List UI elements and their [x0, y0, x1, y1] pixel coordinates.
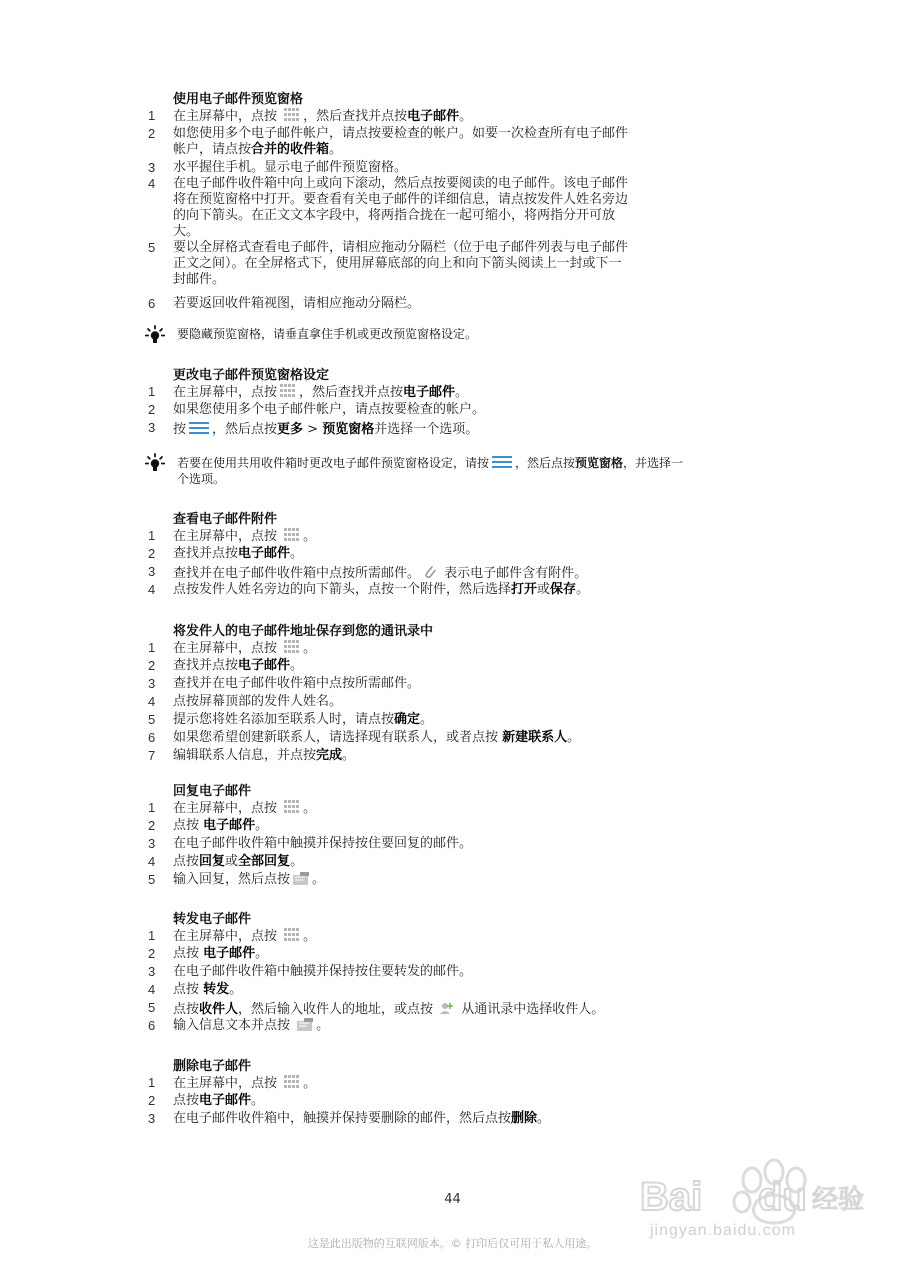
- ui-term: 预览窗格: [575, 456, 624, 470]
- step-number: 3: [148, 160, 156, 175]
- ui-term: 电子邮件: [203, 818, 256, 833]
- step-text: [173, 836, 718, 852]
- step-text-fragment: 输入回复，然后点按: [173, 872, 291, 887]
- step-line: [173, 854, 718, 870]
- step-line: [173, 224, 718, 240]
- ui-term: 电子邮件: [203, 946, 256, 961]
- step-line: [173, 712, 718, 728]
- step-text-fragment: 或: [225, 854, 239, 869]
- step-text-fragment: 点按: [173, 1093, 200, 1108]
- step-text-fragment: 。: [303, 641, 317, 656]
- step-number: 2: [148, 126, 156, 141]
- menu-icon: [188, 420, 210, 436]
- section-title: 更改电子邮件预览窗格设定: [173, 368, 330, 383]
- apps-grid-icon: [284, 108, 300, 122]
- step-text-fragment: 。: [303, 529, 317, 544]
- ui-term: 电子邮件: [238, 546, 291, 561]
- apps-grid-icon: [280, 384, 296, 398]
- step-text: [173, 676, 718, 692]
- step-text-fragment: 要以全屏格式查看电子邮件，请相应拖动分隔栏（位于电子邮件列表与电子邮件: [173, 240, 629, 255]
- step-text: [173, 658, 718, 674]
- tip-text: [177, 326, 752, 342]
- step-line: [173, 818, 718, 834]
- step-line: [173, 836, 718, 852]
- step-number: 2: [148, 546, 156, 561]
- step-text-fragment: 将在预览窗格中打开。要查看有关电子邮件的详细信息，请点按发件人姓名旁边: [173, 192, 629, 207]
- step-number: 2: [148, 818, 156, 833]
- step-text-fragment: 。: [303, 801, 317, 816]
- step-text-fragment: 封邮件。: [173, 272, 226, 287]
- step-line: [173, 1111, 718, 1127]
- step-number: 4: [148, 176, 156, 191]
- ui-term: 转发: [203, 982, 230, 997]
- section-title: 将发件人的电子邮件地址保存到您的通讯录中: [173, 624, 434, 639]
- step-line: [173, 694, 718, 710]
- step-text-fragment: 点按发件人姓名旁边的向下箭头，点按一个附件，然后选择: [173, 582, 512, 597]
- section-title: 回复电子邮件: [173, 784, 252, 799]
- ui-term: 电子邮件: [199, 1093, 252, 1108]
- step-text-fragment: 从通讯录中选择收件人。: [457, 1002, 605, 1017]
- tip-line: [177, 326, 752, 342]
- apps-grid-icon: [284, 640, 300, 654]
- step-text-fragment: 查找并点按: [173, 658, 239, 673]
- step-number: 2: [148, 658, 156, 673]
- step-text-fragment: 。: [342, 748, 356, 763]
- svg-text:du: du: [758, 1175, 807, 1219]
- step-text-fragment: 在主屏幕中，点按: [173, 641, 282, 656]
- step-text-fragment: 输入信息文本并点按: [173, 1018, 295, 1033]
- step-number: 1: [148, 384, 156, 399]
- step-text-fragment: 。: [290, 658, 304, 673]
- step-line: [173, 982, 718, 998]
- step-text-fragment: 在主屏幕中，点按: [173, 929, 282, 944]
- step-number: 4: [148, 854, 156, 869]
- step-text-fragment: ，然后输入收件人的地址，或点按: [238, 1002, 438, 1017]
- step-text: [173, 964, 718, 980]
- step-text-fragment: 点按: [173, 854, 200, 869]
- step-line: [173, 676, 718, 692]
- step-number: 4: [148, 582, 156, 597]
- step-number: 4: [148, 694, 156, 709]
- baidu-watermark-url: jingyan.baidu.com: [650, 1222, 796, 1239]
- ui-term: 预览窗格: [322, 422, 375, 437]
- ui-term: 电子邮件: [407, 109, 460, 124]
- step-number: 1: [148, 528, 156, 543]
- step-line: [173, 208, 718, 224]
- step-text-fragment: 。: [316, 1018, 330, 1033]
- step-text: [173, 176, 718, 240]
- ui-term: 完成: [316, 748, 343, 763]
- step-line: [173, 402, 718, 418]
- apps-grid-icon: [284, 528, 300, 542]
- step-text: [173, 564, 718, 582]
- step-text-fragment: 。: [255, 818, 269, 833]
- step-line: [173, 160, 718, 176]
- lightbulb-tip-icon: [145, 453, 165, 473]
- section-title: 转发电子邮件: [173, 912, 252, 927]
- step-line: [173, 192, 718, 208]
- step-line: [173, 1000, 718, 1018]
- step-text-fragment: 表示电子邮件含有附件。: [440, 566, 588, 581]
- step-text-fragment: ，并选择一: [623, 456, 684, 470]
- step-text: [173, 1000, 718, 1018]
- step-text: [173, 800, 718, 817]
- step-number: 6: [148, 296, 156, 311]
- step-number: 5: [148, 240, 156, 255]
- step-number: 2: [148, 946, 156, 961]
- step-number: 1: [148, 108, 156, 123]
- step-text-fragment: 水平握住手机。显示电子邮件预览窗格。: [173, 160, 408, 175]
- step-number: 6: [148, 730, 156, 745]
- step-text-fragment: 在电子邮件收件箱中触摸并保持按住要转发的邮件。: [173, 964, 473, 979]
- footer-notice: 这是此出版物的互联网版本。© 打印后仅可用于私人用途。: [307, 1237, 598, 1250]
- step-text-fragment: 查找并在电子邮件收件箱中点按所需邮件。: [173, 676, 421, 691]
- step-text-fragment: 点按屏幕顶部的发件人姓名。: [173, 694, 343, 709]
- lightbulb-tip-icon: [145, 325, 165, 345]
- step-text-fragment: 点按: [173, 946, 204, 961]
- step-text-fragment: 点按: [173, 982, 204, 997]
- step-number: 1: [148, 1075, 156, 1090]
- step-text: [173, 108, 718, 125]
- step-line: [173, 946, 718, 962]
- step-text-fragment: 若要返回收件箱视图，请相应拖动分隔栏。: [173, 296, 421, 311]
- ui-term: 电子邮件: [403, 385, 456, 400]
- step-line: [173, 928, 718, 945]
- step-text: [173, 296, 718, 312]
- step-text-fragment: 要隐藏预览窗格，请垂直拿住手机或更改预览窗格设定。: [177, 327, 478, 341]
- svg-text:Bai: Bai: [640, 1175, 703, 1219]
- step-number: 3: [148, 1111, 156, 1126]
- step-text: [173, 240, 718, 288]
- step-text-fragment: 正文之间）。在全屏格式下，使用屏幕底部的向上和向下箭头阅读上一封或下一: [173, 256, 622, 271]
- step-text-fragment: 或: [537, 582, 551, 597]
- step-text: [173, 1111, 718, 1127]
- step-text-fragment: >: [303, 422, 323, 437]
- step-text: [173, 694, 718, 710]
- step-number: 1: [148, 640, 156, 655]
- step-text: [173, 730, 718, 746]
- step-number: 1: [148, 928, 156, 943]
- step-line: [173, 1093, 718, 1109]
- step-text: [173, 1093, 718, 1109]
- step-text-fragment: ，然后查找并点按: [303, 109, 408, 124]
- step-text-fragment: 。: [303, 1076, 317, 1091]
- svg-text:经验: 经验: [812, 1185, 865, 1215]
- step-text-fragment: 。: [312, 872, 326, 887]
- step-text: [173, 872, 718, 888]
- step-text-fragment: 。: [459, 109, 473, 124]
- step-line: [173, 126, 718, 142]
- apps-grid-icon: [284, 928, 300, 942]
- step-text-fragment: 。: [303, 929, 317, 944]
- step-number: 4: [148, 982, 156, 997]
- step-text-fragment: 按: [173, 422, 187, 437]
- step-text-fragment: 点按: [173, 818, 204, 833]
- step-line: [173, 800, 718, 817]
- step-line: [173, 640, 718, 657]
- step-line: [173, 272, 718, 288]
- step-text: [173, 748, 718, 764]
- step-text-fragment: 在主屏幕中，点按: [173, 801, 282, 816]
- step-text-fragment: 帐户，请点按: [173, 142, 252, 157]
- step-line: [173, 384, 718, 401]
- step-number: 6: [148, 1018, 156, 1033]
- step-text: [173, 640, 718, 657]
- step-text-fragment: 。: [229, 982, 243, 997]
- section-title: 查看电子邮件附件: [173, 512, 278, 527]
- ui-term: 确定: [394, 712, 421, 727]
- tip-text: [177, 454, 752, 487]
- step-text: [173, 946, 718, 962]
- section-title: 删除电子邮件: [173, 1059, 252, 1074]
- step-text-fragment: 。: [455, 385, 469, 400]
- step-text: [173, 402, 718, 418]
- step-number: 3: [148, 964, 156, 979]
- baidu-watermark-logo: [640, 1150, 870, 1260]
- step-text-fragment: 如您使用多个电子邮件帐户，请点按要检查的帐户。如要一次检查所有电子邮件: [173, 126, 629, 141]
- send-icon: [296, 1018, 314, 1032]
- step-text-fragment: ，然后点按: [212, 422, 278, 437]
- tip-line: [177, 454, 752, 471]
- step-number: 3: [148, 420, 156, 435]
- step-line: [173, 1018, 718, 1034]
- step-line: [173, 730, 718, 746]
- step-text: [173, 818, 718, 834]
- step-text-fragment: 点按: [173, 1002, 200, 1017]
- step-text-fragment: 。: [420, 712, 434, 727]
- step-text-fragment: 的向下箭头。在正文文本字段中，将两指合拢在一起可缩小，将两指分开可放: [173, 208, 616, 223]
- step-number: 7: [148, 748, 156, 763]
- step-text: [173, 528, 718, 545]
- paperclip-icon: [422, 564, 438, 580]
- ui-term: 电子邮件: [238, 658, 291, 673]
- step-text-fragment: 大。: [173, 224, 200, 239]
- step-text-fragment: 在电子邮件收件箱中触摸并保持按住要回复的邮件。: [173, 836, 473, 851]
- ui-term: 新建联系人: [502, 730, 568, 745]
- step-text-fragment: 在电子邮件收件箱中，触摸并保持要删除的邮件，然后点按: [173, 1111, 512, 1126]
- step-text-fragment: ，然后查找并点按: [299, 385, 404, 400]
- step-line: [173, 256, 718, 272]
- step-line: [173, 964, 718, 980]
- step-line: [173, 240, 718, 256]
- step-text: [173, 712, 718, 728]
- step-text-fragment: 如果您希望创建新联系人，请选择现有联系人，或者点按: [173, 730, 503, 745]
- step-text-fragment: 。: [567, 730, 581, 745]
- ui-term: 合并的收件箱: [251, 142, 330, 157]
- step-line: [173, 1075, 718, 1092]
- ui-term: 全部回复: [238, 854, 291, 869]
- step-text-fragment: 在电子邮件收件箱中向上或向下滚动，然后点按要阅读的电子邮件。该电子邮件: [173, 176, 629, 191]
- step-text-fragment: 并选择一个选项。: [374, 422, 479, 437]
- step-text-fragment: 查找并点按: [173, 546, 239, 561]
- send-icon: [292, 872, 310, 886]
- step-line: [173, 142, 718, 158]
- step-number: 2: [148, 402, 156, 417]
- step-text-fragment: ，然后点按: [515, 456, 576, 470]
- step-text-fragment: 在主屏幕中，点按: [173, 385, 278, 400]
- step-text-fragment: 个选项。: [177, 472, 226, 486]
- step-text: [173, 160, 718, 176]
- step-text-fragment: 若要在使用共用收件箱时更改电子邮件预览窗格设定，请按: [177, 456, 490, 470]
- step-line: [173, 420, 718, 438]
- step-number: 2: [148, 1093, 156, 1108]
- step-text-fragment: 如果您使用多个电子邮件帐户，请点按要检查的帐户。: [173, 402, 486, 417]
- step-number: 5: [148, 872, 156, 887]
- step-text-fragment: 在主屏幕中，点按: [173, 109, 282, 124]
- apps-grid-icon: [284, 1075, 300, 1089]
- section-title: 使用电子邮件预览窗格: [173, 92, 304, 107]
- menu-icon: [491, 454, 513, 470]
- ui-term: 回复: [199, 854, 226, 869]
- step-text: [173, 126, 718, 158]
- step-text: [173, 928, 718, 945]
- step-text-fragment: 。: [251, 1093, 265, 1108]
- step-text: [173, 982, 718, 998]
- step-line: [173, 296, 718, 312]
- ui-term: 更多: [277, 422, 304, 437]
- ui-term: 打开: [511, 582, 538, 597]
- step-number: 5: [148, 1000, 156, 1015]
- step-text: [173, 546, 718, 562]
- step-line: [173, 176, 718, 192]
- step-text-fragment: 。: [290, 854, 304, 869]
- step-text: [173, 420, 718, 438]
- apps-grid-icon: [284, 800, 300, 814]
- step-text-fragment: 。: [537, 1111, 551, 1126]
- page-number: 44: [444, 1192, 461, 1207]
- step-line: [173, 582, 718, 598]
- step-line: [173, 872, 718, 888]
- step-text: [173, 854, 718, 870]
- step-text-fragment: 在主屏幕中，点按: [173, 529, 282, 544]
- step-line: [173, 748, 718, 764]
- step-text-fragment: 。: [329, 142, 343, 157]
- step-line: [173, 658, 718, 674]
- step-number: 1: [148, 800, 156, 815]
- step-text: [173, 1075, 718, 1092]
- step-number: 5: [148, 712, 156, 727]
- step-line: [173, 564, 718, 582]
- step-text-fragment: 提示您将姓名添加至联系人时，请点按: [173, 712, 395, 727]
- tip-line: [177, 471, 752, 487]
- step-text: [173, 1018, 718, 1034]
- step-number: 3: [148, 836, 156, 851]
- step-text-fragment: 。: [255, 946, 269, 961]
- ui-term: 收件人: [199, 1002, 239, 1017]
- step-line: [173, 108, 718, 125]
- add-contact-icon: [439, 1000, 455, 1016]
- step-text: [173, 384, 718, 401]
- step-text-fragment: 在主屏幕中，点按: [173, 1076, 282, 1091]
- ui-term: 保存: [550, 582, 577, 597]
- step-number: 3: [148, 564, 156, 579]
- step-text-fragment: 。: [576, 582, 590, 597]
- step-text-fragment: 。: [290, 546, 304, 561]
- step-text-fragment: 编辑联系人信息，并点按: [173, 748, 317, 763]
- step-text: [173, 582, 718, 598]
- step-number: 3: [148, 676, 156, 691]
- step-line: [173, 546, 718, 562]
- ui-term: 删除: [511, 1111, 538, 1126]
- step-text-fragment: 查找并在电子邮件收件箱中点按所需邮件。: [173, 566, 421, 581]
- step-line: [173, 528, 718, 545]
